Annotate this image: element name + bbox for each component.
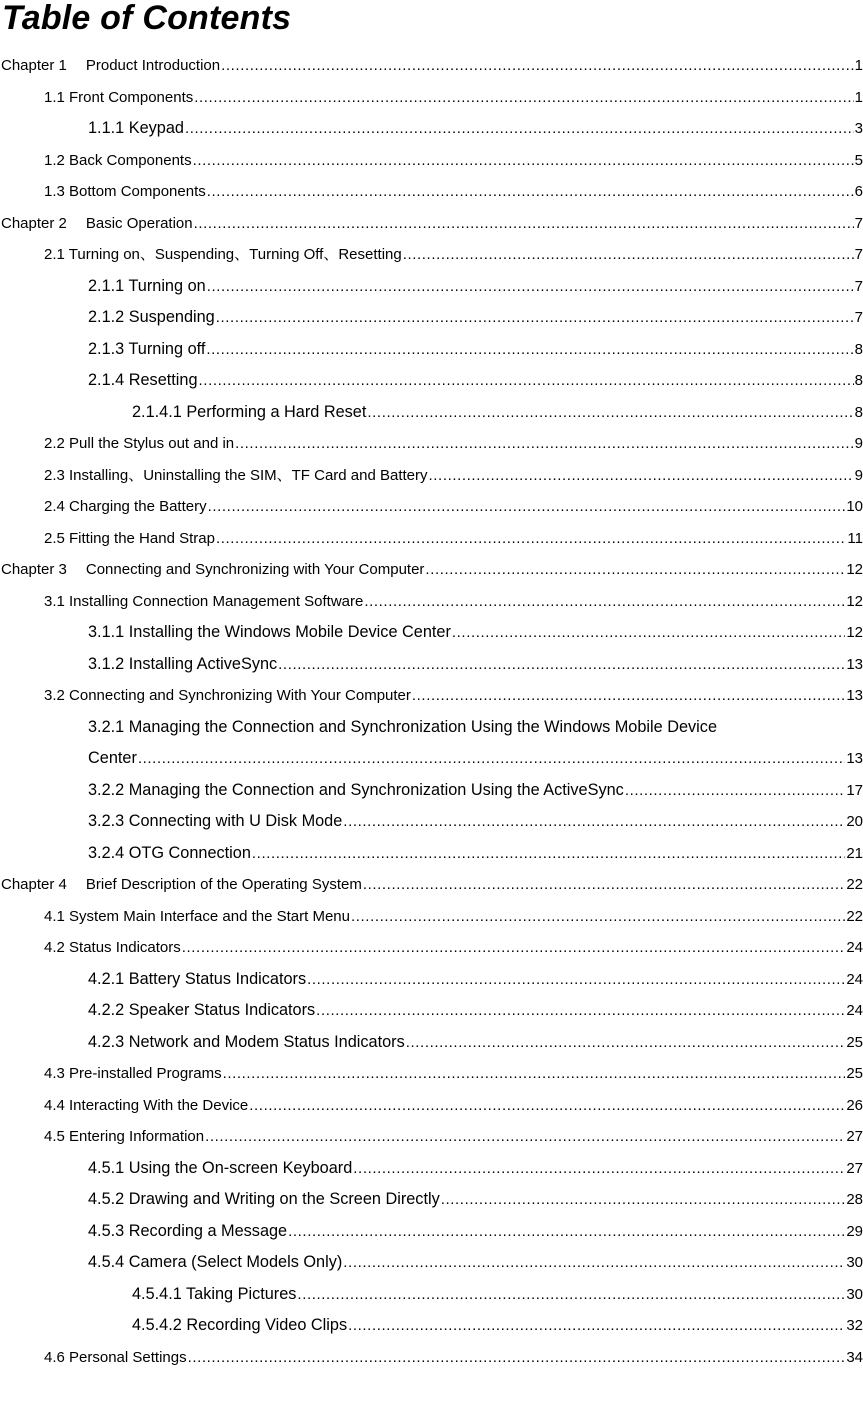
dot-leader [353, 1153, 845, 1185]
toc-page-number: 34 [846, 1348, 863, 1366]
toc-entry[interactable] [0, 82, 863, 114]
toc-entry[interactable] [0, 617, 863, 649]
dot-leader [188, 1342, 846, 1374]
dot-leader [249, 1090, 845, 1122]
toc-entry-text: 4.2 Status Indicators [44, 939, 181, 956]
toc-page-number: 8 [854, 403, 863, 421]
toc-entry-title [1, 554, 424, 586]
toc-entry[interactable] [0, 176, 863, 208]
dot-leader [138, 743, 845, 775]
toc-entry[interactable] [0, 365, 863, 397]
toc-entry-text: 4.2.3 Network and Modem Status Indicators [88, 1032, 405, 1051]
toc-entry-text: Product Introduction [85, 57, 221, 74]
toc-page-number: 8 [854, 340, 863, 358]
toc-entry-text: 1.2 Back Components [44, 151, 192, 169]
toc-entry-text: 4.2.1 Battery Status Indicators [88, 969, 307, 988]
toc-page-number: 1 [854, 57, 863, 74]
dot-leader [235, 428, 854, 460]
toc-entry-text: 3.2.2 Managing the Connection and Synchronization Using the ActiveSync [88, 780, 624, 799]
toc-entry-title [44, 932, 181, 964]
dot-leader [625, 775, 846, 807]
dot-leader [351, 901, 845, 933]
toc-entry-title [88, 806, 342, 838]
toc-entry-title [44, 145, 192, 177]
toc-entry-title [88, 271, 206, 303]
toc-entry[interactable] [0, 680, 863, 712]
toc-entry[interactable] [0, 1121, 863, 1153]
dot-leader [223, 1058, 846, 1090]
toc-entry-title [44, 460, 428, 492]
toc-entry-text: Basic Operation [85, 214, 193, 232]
toc-page-number: 25 [846, 1033, 863, 1051]
toc-entry-title [88, 1247, 342, 1279]
toc-page-number: 30 [846, 1285, 863, 1303]
toc-entry-text: 3.1 Installing Connection Management Software [44, 592, 364, 610]
toc-entry-text: 2.5 Fitting the Hand Strap [44, 529, 215, 547]
dot-leader [194, 82, 853, 114]
toc-page-number: 9 [854, 466, 863, 484]
toc-entry-title [44, 491, 207, 523]
dot-leader [207, 176, 854, 208]
dot-leader [429, 460, 854, 492]
toc-entry-title [88, 1027, 405, 1059]
dot-leader [297, 1279, 845, 1311]
toc-entry-text: 4.5.4 Camera (Select Models Only) [88, 1253, 343, 1271]
toc-page-number: 7 [854, 246, 863, 263]
toc-entry-title [44, 1342, 187, 1374]
toc-entry-text: 2.1.1 Turning on [88, 276, 206, 295]
dot-leader [316, 995, 845, 1027]
toc-entry[interactable] [0, 113, 863, 145]
dot-leader [363, 869, 845, 901]
toc-entry-title [44, 1058, 222, 1090]
toc-entry[interactable] [0, 1027, 863, 1059]
toc-entry[interactable] [0, 271, 863, 303]
toc-entry-title [44, 428, 234, 460]
toc-entry[interactable] [0, 1310, 863, 1342]
toc-page-number: 32 [846, 1317, 863, 1334]
toc-entry[interactable] [0, 302, 863, 334]
toc-page-number: 22 [846, 907, 863, 925]
toc-entry-title: 3.2.1 Managing the Connection and Synchronization Using the Windows Mobile Device [88, 717, 717, 736]
toc-page-number: 5 [854, 151, 863, 169]
toc-entry-text: 2.1 Turning on、Suspending、Turning Off、Resetting [44, 246, 402, 263]
dot-leader [185, 113, 854, 145]
toc-entry[interactable] [0, 1090, 863, 1122]
toc-entry-text: 2.3 Installing、Uninstalling the SIM、TF Card and Battery [44, 466, 428, 484]
toc-entry-title [132, 1279, 296, 1311]
toc-entry-title [88, 617, 451, 649]
toc-entry-title [44, 1121, 204, 1153]
toc-entry-text: 2.1.4 Resetting [88, 371, 198, 389]
toc-entry-title [88, 113, 184, 145]
toc-entry-text: 4.3 Pre-installed Programs [44, 1065, 222, 1082]
toc-entry-text: 3.1.1 Installing the Windows Mobile Device Center [88, 623, 451, 641]
toc-entry[interactable] [0, 964, 863, 996]
toc-entry[interactable] [0, 932, 863, 964]
chapter-label: Chapter 3 [1, 561, 67, 578]
toc-entry-text: 3.1.2 Installing ActiveSync [88, 654, 278, 673]
dot-leader [343, 806, 845, 838]
toc-entry[interactable] [0, 901, 863, 933]
dot-leader [207, 271, 854, 303]
toc-entry[interactable] [0, 649, 863, 681]
toc-entry-title [1, 50, 220, 82]
toc-page-number: 27 [846, 1128, 863, 1145]
toc-entry-title [88, 649, 277, 681]
dot-leader [441, 1184, 846, 1216]
toc-entry-text: 3.2 Connecting and Synchronizing With Your Computer [44, 687, 411, 704]
toc-entry[interactable] [0, 995, 863, 1027]
dot-leader [412, 680, 845, 712]
toc-entry[interactable] [0, 1279, 863, 1311]
toc-entry-title [44, 523, 215, 555]
toc-entry-title [88, 365, 198, 397]
toc-entry-title [88, 1184, 440, 1216]
toc-entry[interactable] [0, 50, 863, 82]
toc-entry-text: 4.5.4.1 Taking Pictures [132, 1284, 297, 1303]
toc-entry-text: 1.1.1 Keypad [88, 119, 184, 137]
dot-leader [199, 365, 854, 397]
toc-entry[interactable] [0, 1247, 863, 1279]
toc-entry-text: 4.5.3 Recording a Message [88, 1221, 288, 1240]
dot-leader [364, 586, 845, 618]
chapter-label: Chapter 4 [1, 876, 67, 893]
toc-page-number: 25 [846, 1065, 863, 1082]
toc-entry[interactable] [0, 523, 863, 555]
toc-entry-text: 2.4 Charging the Battery [44, 498, 207, 515]
toc-entry-title [88, 334, 205, 366]
dot-leader [216, 302, 854, 334]
toc-page-number: 29 [846, 1222, 863, 1240]
toc-entry-title-cont: Center [88, 749, 137, 767]
toc-entry-text: 2.1.3 Turning off [88, 339, 206, 358]
toc-page-number: 12 [846, 561, 863, 578]
toc-entry[interactable] [0, 712, 863, 775]
toc-page-number: 13 [846, 655, 863, 673]
toc-page-number: 6 [854, 183, 863, 200]
toc-entry-text: 3.2.4 OTG Connection [88, 843, 251, 862]
toc-entry-text: 4.4 Interacting With the Device [44, 1096, 249, 1114]
dot-leader [348, 1310, 845, 1342]
toc-entry[interactable] [0, 239, 863, 271]
toc-entry-text: 2.1.4.1 Performing a Hard Reset [132, 402, 367, 421]
toc-entry-continuation [88, 743, 863, 775]
toc-page-number: 30 [846, 1254, 863, 1271]
toc-entry-title [88, 1153, 352, 1185]
toc-page-number: 13 [846, 687, 863, 704]
toc-entry-title [88, 1216, 287, 1248]
toc-entry-title [44, 82, 193, 114]
toc-page-number: 11 [847, 529, 863, 547]
dot-leader [221, 50, 854, 82]
dot-leader [288, 1216, 845, 1248]
toc-entry-title [88, 995, 315, 1027]
toc-page-number: 12 [846, 592, 863, 610]
dot-leader [307, 964, 845, 996]
toc-entry-title [44, 901, 350, 933]
toc-entry-title [88, 964, 306, 996]
toc-page-number: 26 [846, 1096, 863, 1114]
toc-page-number: 27 [846, 1159, 863, 1177]
toc-page-number: 17 [846, 781, 863, 799]
dot-leader [205, 1121, 845, 1153]
toc-page-number: 21 [846, 844, 863, 862]
toc-entry-title [44, 586, 363, 618]
dot-leader [182, 932, 846, 964]
chapter-label: Chapter 2 [1, 214, 67, 232]
dot-leader [216, 523, 846, 555]
toc-entry-text: 4.5.4.2 Recording Video Clips [132, 1316, 348, 1334]
toc-entry[interactable] [0, 428, 863, 460]
toc-entry-title [44, 176, 206, 208]
toc-page-number: 20 [846, 813, 863, 830]
toc-entry-text: Connecting and Synchronizing with Your Computer [85, 561, 425, 578]
dot-leader [206, 334, 853, 366]
dot-leader [425, 554, 845, 586]
toc-page-number: 7 [854, 277, 863, 295]
toc-page-number: 7 [854, 309, 863, 326]
toc-entry-title [1, 208, 193, 240]
toc-page-number: 8 [854, 372, 863, 389]
dot-leader [343, 1247, 845, 1279]
toc-entry[interactable] [0, 334, 863, 366]
dot-leader [278, 649, 845, 681]
toc-entry[interactable] [0, 586, 863, 618]
toc-entry[interactable] [0, 554, 863, 586]
dot-leader [452, 617, 845, 649]
chapter-label: Chapter 1 [1, 57, 67, 74]
toc-page-number: 9 [854, 435, 863, 452]
toc-page-number: 24 [846, 939, 863, 956]
toc-entry-text: 1.1 Front Components [44, 88, 194, 106]
toc-entry-text: 2.2 Pull the Stylus out and in [44, 435, 235, 452]
toc-entry-title [132, 1310, 347, 1342]
toc-page-number: 24 [846, 970, 863, 988]
toc-entry[interactable] [0, 208, 863, 240]
dot-leader [208, 491, 846, 523]
toc-entry-title [88, 302, 215, 334]
toc-entry[interactable] [0, 869, 863, 901]
toc-list [0, 50, 863, 1373]
dot-leader [367, 397, 853, 429]
toc-page-number: 13 [846, 750, 863, 767]
toc-title: Table of Contents [2, 0, 292, 37]
toc-entry-text: 2.1.2 Suspending [88, 308, 215, 326]
toc-entry-text: 4.2.2 Speaker Status Indicators [88, 1001, 316, 1019]
toc-entry[interactable] [0, 145, 863, 177]
toc-entry[interactable] [0, 1216, 863, 1248]
toc-entry-title [44, 239, 402, 271]
toc-entry-title [44, 1090, 248, 1122]
toc-entry-text: 4.1 System Main Interface and the Start Menu [44, 907, 350, 925]
toc-page-number: 24 [846, 1002, 863, 1019]
dot-leader [406, 1027, 846, 1059]
dot-leader [194, 208, 854, 240]
toc-entry[interactable] [0, 1058, 863, 1090]
dot-leader [193, 145, 854, 177]
toc-page-number: 7 [854, 214, 863, 232]
toc-entry[interactable] [0, 775, 863, 807]
toc-entry[interactable] [0, 1342, 863, 1374]
toc-entry-text: 4.6 Personal Settings [44, 1348, 187, 1366]
toc-entry-title [88, 838, 251, 870]
toc-entry-text: 4.5.1 Using the On-screen Keyboard [88, 1158, 353, 1177]
toc-entry[interactable] [0, 397, 863, 429]
toc-page-number: 10 [846, 498, 863, 515]
toc-entry[interactable] [0, 1184, 863, 1216]
toc-entry-title [132, 397, 366, 429]
toc-entry[interactable] [0, 491, 863, 523]
toc-entry-text: 4.5 Entering Information [44, 1128, 205, 1145]
toc-page-number: 22 [846, 876, 863, 893]
toc-entry[interactable] [0, 838, 863, 870]
toc-entry-text: 3.2.3 Connecting with U Disk Mode [88, 812, 343, 830]
toc-entry-text: Brief Description of the Operating System [85, 876, 362, 893]
toc-page-number: 3 [854, 120, 863, 137]
dot-leader [252, 838, 845, 870]
toc-page-number: 1 [854, 88, 863, 106]
toc-entry[interactable] [0, 1153, 863, 1185]
toc-page-number: 12 [846, 624, 863, 641]
dot-leader [403, 239, 854, 271]
toc-entry-text: 1.3 Bottom Components [44, 183, 206, 200]
toc-entry-title [1, 869, 362, 901]
toc-page-number: 28 [846, 1191, 863, 1208]
toc-entry-title [44, 680, 411, 712]
toc-entry-title [88, 775, 624, 807]
toc-entry-text: 4.5.2 Drawing and Writing on the Screen Directly [88, 1190, 440, 1208]
toc-entry[interactable] [0, 460, 863, 492]
toc-entry[interactable] [0, 806, 863, 838]
